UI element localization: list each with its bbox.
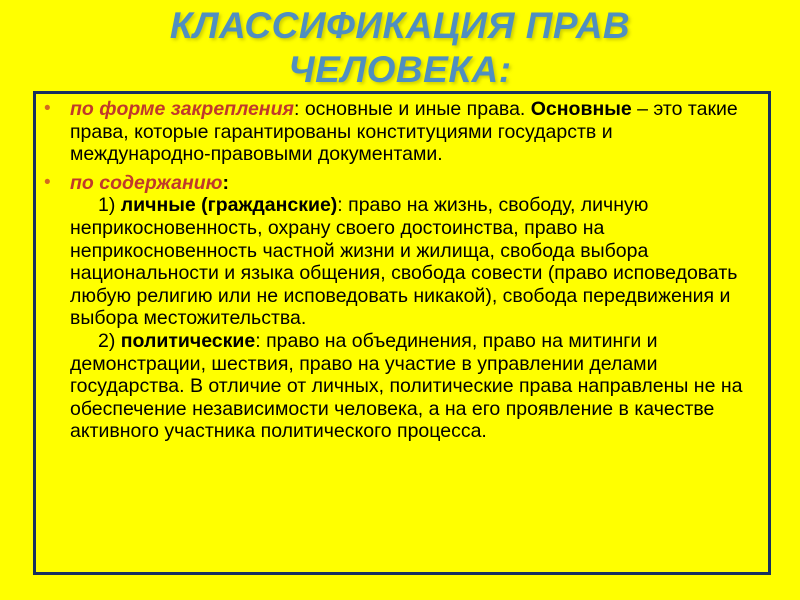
item1-bold: личные (гражданские) bbox=[120, 194, 338, 217]
bullet-dot-icon: • bbox=[44, 171, 51, 193]
bullet-dot-icon: • bbox=[44, 98, 51, 119]
slide-title-line-2: ЧЕЛОВЕКА: bbox=[288, 49, 512, 88]
item1-rest: : право на жизнь, свободу, личную неприкосновенность, охрану своего достоинства, право на неприкосновенность частной жизни и жилища, свобода выбора национальности и языка общения, свобода совести (право исповедовать любую религию или не исповедовать никакой), свобода передвижения и выбора местожительства. bbox=[70, 194, 738, 330]
content-box bbox=[33, 91, 771, 575]
item1-number: 1) bbox=[98, 194, 121, 217]
slide-title bbox=[0, 4, 800, 88]
bullet-form-term: по форме закрепления bbox=[70, 98, 294, 120]
bullet-form-bold-word: Основные bbox=[530, 98, 632, 120]
item2-number: 2) bbox=[98, 329, 121, 352]
bullet-list bbox=[36, 98, 766, 449]
item2-rest: : право на объединения, право на митинги и демонстрации, шествия, право на участие в управлении делами государства. В отличие от личных, политические права направлены не на обеспечение независимости человека, а на его проявление в качестве активного участника политического процесса. bbox=[70, 329, 743, 443]
bullet-form bbox=[36, 98, 766, 166]
bullet-form-after-term: : основные и иные права. bbox=[293, 98, 531, 120]
bullet-content-term: по содержанию bbox=[70, 171, 223, 194]
bullet-content-after-term: : bbox=[222, 171, 230, 194]
slide-title-line-1: КЛАССИФИКАЦИЯ ПРАВ bbox=[169, 5, 631, 46]
bullet-form-rest: – это такие права, которые гарантированы конституциями государств и международно-правовыми документами. bbox=[70, 98, 738, 166]
bullet-content bbox=[36, 172, 766, 443]
item2-bold: политические bbox=[120, 329, 256, 352]
